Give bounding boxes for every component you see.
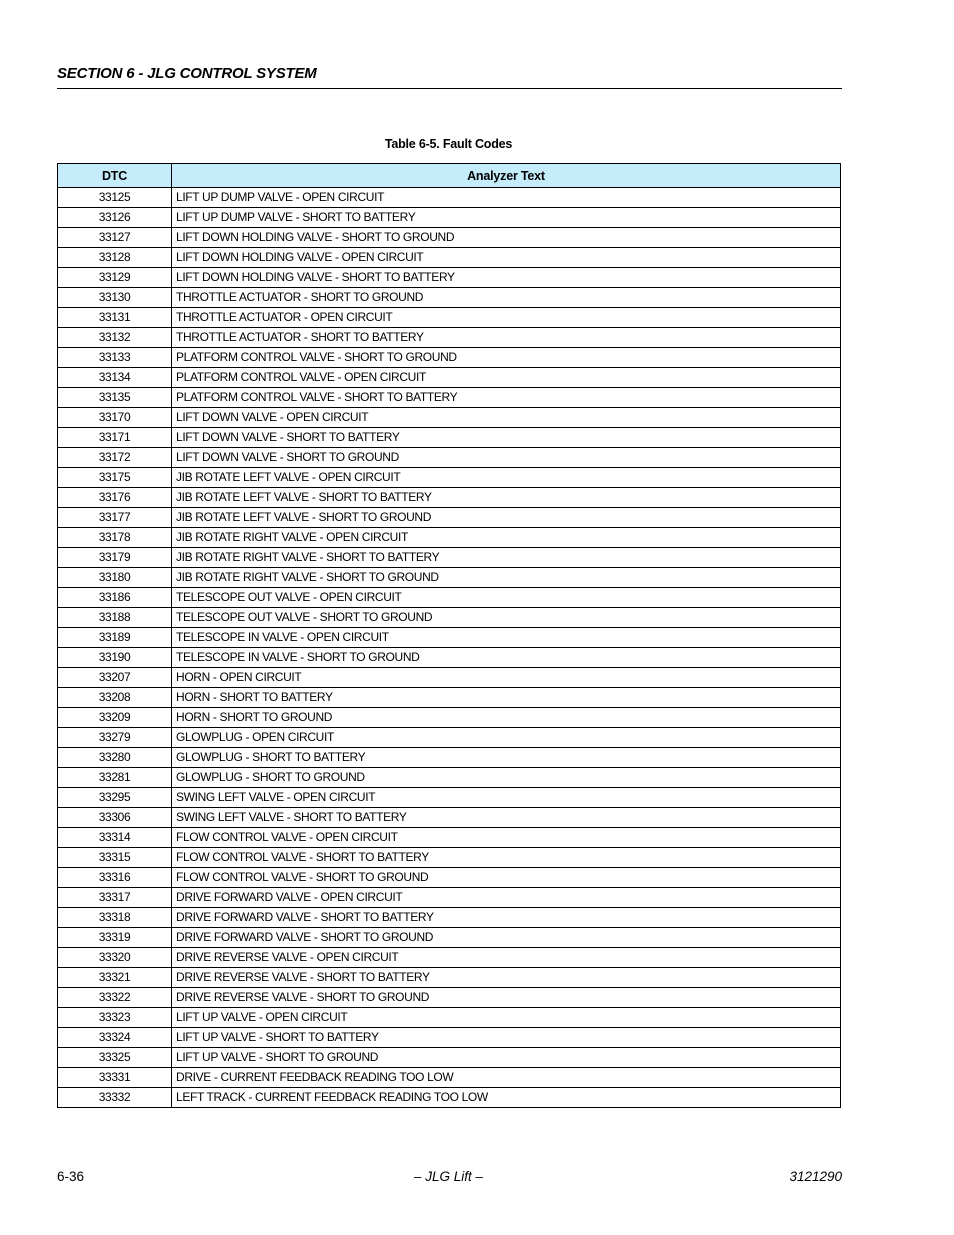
analyzer-text-cell: PLATFORM CONTROL VALVE - SHORT TO GROUND	[172, 348, 841, 368]
dtc-code-cell: 33324	[58, 1028, 172, 1048]
dtc-code-cell: 33280	[58, 748, 172, 768]
dtc-code-cell: 33134	[58, 368, 172, 388]
table-header-row	[58, 164, 841, 188]
table-row	[58, 728, 841, 748]
dtc-code-cell: 33316	[58, 868, 172, 888]
analyzer-text-cell: TELESCOPE IN VALVE - OPEN CIRCUIT	[172, 628, 841, 648]
table-row	[58, 848, 841, 868]
table-row	[58, 448, 841, 468]
page-number: 6-36	[57, 1169, 85, 1184]
dtc-code-cell: 33126	[58, 208, 172, 228]
column-header-dtc: DTC	[58, 164, 172, 188]
table-row	[58, 288, 841, 308]
analyzer-text-cell: DRIVE REVERSE VALVE - SHORT TO BATTERY	[172, 968, 841, 988]
table-row	[58, 608, 841, 628]
analyzer-text-cell: LIFT DOWN VALVE - OPEN CIRCUIT	[172, 408, 841, 428]
analyzer-text-cell: LIFT UP DUMP VALVE - OPEN CIRCUIT	[172, 188, 841, 208]
table-row	[58, 928, 841, 948]
analyzer-text-cell: DRIVE FORWARD VALVE - SHORT TO BATTERY	[172, 908, 841, 928]
table-row	[58, 708, 841, 728]
table-row	[58, 968, 841, 988]
dtc-code-cell: 33323	[58, 1008, 172, 1028]
dtc-code-cell: 33179	[58, 548, 172, 568]
analyzer-text-cell: PLATFORM CONTROL VALVE - SHORT TO BATTERY	[172, 388, 841, 408]
dtc-code-cell: 33207	[58, 668, 172, 688]
table-row	[58, 1008, 841, 1028]
table-row	[58, 668, 841, 688]
table-row	[58, 568, 841, 588]
table-row	[58, 1088, 841, 1108]
dtc-code-cell: 33133	[58, 348, 172, 368]
table-row	[58, 328, 841, 348]
analyzer-text-cell: TELESCOPE OUT VALVE - OPEN CIRCUIT	[172, 588, 841, 608]
table-row	[58, 788, 841, 808]
dtc-code-cell: 33332	[58, 1088, 172, 1108]
fault-codes-table	[57, 163, 841, 1108]
table-row	[58, 1028, 841, 1048]
analyzer-text-cell: DRIVE REVERSE VALVE - SHORT TO GROUND	[172, 988, 841, 1008]
analyzer-text-cell: HORN - SHORT TO GROUND	[172, 708, 841, 728]
analyzer-text-cell: DRIVE FORWARD VALVE - OPEN CIRCUIT	[172, 888, 841, 908]
dtc-code-cell: 33177	[58, 508, 172, 528]
analyzer-text-cell: JIB ROTATE RIGHT VALVE - SHORT TO GROUND	[172, 568, 841, 588]
analyzer-text-cell: FLOW CONTROL VALVE - SHORT TO BATTERY	[172, 848, 841, 868]
analyzer-text-cell: DRIVE - CURRENT FEEDBACK READING TOO LOW	[172, 1068, 841, 1088]
analyzer-text-cell: LEFT TRACK - CURRENT FEEDBACK READING TOO LOW	[172, 1088, 841, 1108]
dtc-code-cell: 33320	[58, 948, 172, 968]
analyzer-text-cell: JIB ROTATE LEFT VALVE - SHORT TO BATTERY	[172, 488, 841, 508]
table-row	[58, 828, 841, 848]
section-title: SECTION 6 - JLG CONTROL SYSTEM	[57, 65, 317, 82]
analyzer-text-cell: DRIVE REVERSE VALVE - OPEN CIRCUIT	[172, 948, 841, 968]
table-row	[58, 348, 841, 368]
table-row	[58, 648, 841, 668]
table-row	[58, 388, 841, 408]
table-row	[58, 688, 841, 708]
dtc-code-cell: 33172	[58, 448, 172, 468]
dtc-code-cell: 33321	[58, 968, 172, 988]
analyzer-text-cell: JIB ROTATE LEFT VALVE - OPEN CIRCUIT	[172, 468, 841, 488]
analyzer-text-cell: FLOW CONTROL VALVE - OPEN CIRCUIT	[172, 828, 841, 848]
analyzer-text-cell: HORN - SHORT TO BATTERY	[172, 688, 841, 708]
table-row	[58, 868, 841, 888]
dtc-code-cell: 33180	[58, 568, 172, 588]
table-row	[58, 368, 841, 388]
analyzer-text-cell: LIFT UP VALVE - SHORT TO GROUND	[172, 1048, 841, 1068]
table-row	[58, 888, 841, 908]
table-row	[58, 408, 841, 428]
analyzer-text-cell: LIFT DOWN HOLDING VALVE - SHORT TO BATTERY	[172, 268, 841, 288]
dtc-code-cell: 33306	[58, 808, 172, 828]
table-row	[58, 488, 841, 508]
dtc-code-cell: 33125	[58, 188, 172, 208]
analyzer-text-cell: THROTTLE ACTUATOR - SHORT TO BATTERY	[172, 328, 841, 348]
analyzer-text-cell: TELESCOPE OUT VALVE - SHORT TO GROUND	[172, 608, 841, 628]
table-row	[58, 1048, 841, 1068]
table-row	[58, 228, 841, 248]
analyzer-text-cell: PLATFORM CONTROL VALVE - OPEN CIRCUIT	[172, 368, 841, 388]
dtc-code-cell: 33130	[58, 288, 172, 308]
dtc-code-cell: 33132	[58, 328, 172, 348]
analyzer-text-cell: GLOWPLUG - SHORT TO BATTERY	[172, 748, 841, 768]
dtc-code-cell: 33170	[58, 408, 172, 428]
table-row	[58, 268, 841, 288]
table-row	[58, 948, 841, 968]
analyzer-text-cell: JIB ROTATE RIGHT VALVE - OPEN CIRCUIT	[172, 528, 841, 548]
table-row	[58, 528, 841, 548]
analyzer-text-cell: LIFT DOWN VALVE - SHORT TO BATTERY	[172, 428, 841, 448]
dtc-code-cell: 33176	[58, 488, 172, 508]
dtc-code-cell: 33319	[58, 928, 172, 948]
table-row	[58, 468, 841, 488]
table-body	[58, 188, 841, 1108]
analyzer-text-cell: TELESCOPE IN VALVE - SHORT TO GROUND	[172, 648, 841, 668]
dtc-code-cell: 33190	[58, 648, 172, 668]
table-row	[58, 508, 841, 528]
analyzer-text-cell: LIFT UP VALVE - SHORT TO BATTERY	[172, 1028, 841, 1048]
column-header-analyzer-text: Analyzer Text	[172, 164, 841, 188]
table-row	[58, 628, 841, 648]
dtc-code-cell: 33281	[58, 768, 172, 788]
table-caption: Table 6-5. Fault Codes	[384, 137, 513, 151]
table-row	[58, 248, 841, 268]
dtc-code-cell: 33314	[58, 828, 172, 848]
analyzer-text-cell: SWING LEFT VALVE - OPEN CIRCUIT	[172, 788, 841, 808]
table-row	[58, 748, 841, 768]
analyzer-text-cell: GLOWPLUG - SHORT TO GROUND	[172, 768, 841, 788]
analyzer-text-cell: LIFT UP DUMP VALVE - SHORT TO BATTERY	[172, 208, 841, 228]
dtc-code-cell: 33129	[58, 268, 172, 288]
dtc-code-cell: 33135	[58, 388, 172, 408]
footer-title: – JLG Lift –	[413, 1169, 484, 1184]
dtc-code-cell: 33131	[58, 308, 172, 328]
dtc-code-cell: 33208	[58, 688, 172, 708]
dtc-code-cell: 33188	[58, 608, 172, 628]
dtc-code-cell: 33186	[58, 588, 172, 608]
analyzer-text-cell: JIB ROTATE RIGHT VALVE - SHORT TO BATTERY	[172, 548, 841, 568]
dtc-code-cell: 33318	[58, 908, 172, 928]
dtc-code-cell: 33128	[58, 248, 172, 268]
dtc-code-cell: 33175	[58, 468, 172, 488]
table-row	[58, 588, 841, 608]
table-row	[58, 428, 841, 448]
analyzer-text-cell: THROTTLE ACTUATOR - OPEN CIRCUIT	[172, 308, 841, 328]
analyzer-text-cell: FLOW CONTROL VALVE - SHORT TO GROUND	[172, 868, 841, 888]
analyzer-text-cell: JIB ROTATE LEFT VALVE - SHORT TO GROUND	[172, 508, 841, 528]
dtc-code-cell: 33322	[58, 988, 172, 1008]
dtc-code-cell: 33209	[58, 708, 172, 728]
dtc-code-cell: 33279	[58, 728, 172, 748]
table-row	[58, 208, 841, 228]
table-row	[58, 308, 841, 328]
analyzer-text-cell: LIFT DOWN HOLDING VALVE - OPEN CIRCUIT	[172, 248, 841, 268]
dtc-code-cell: 33189	[58, 628, 172, 648]
table-row	[58, 768, 841, 788]
dtc-code-cell: 33317	[58, 888, 172, 908]
analyzer-text-cell: THROTTLE ACTUATOR - SHORT TO GROUND	[172, 288, 841, 308]
section-header	[57, 64, 842, 89]
dtc-code-cell: 33315	[58, 848, 172, 868]
analyzer-text-cell: LIFT DOWN HOLDING VALVE - SHORT TO GROUND	[172, 228, 841, 248]
dtc-code-cell: 33171	[58, 428, 172, 448]
dtc-code-cell: 33295	[58, 788, 172, 808]
table-row	[58, 1068, 841, 1088]
dtc-code-cell: 33331	[58, 1068, 172, 1088]
table-row	[58, 988, 841, 1008]
analyzer-text-cell: LIFT DOWN VALVE - SHORT TO GROUND	[172, 448, 841, 468]
document-number: 3121290	[789, 1169, 842, 1184]
dtc-code-cell: 33325	[58, 1048, 172, 1068]
table-row	[58, 808, 841, 828]
analyzer-text-cell: DRIVE FORWARD VALVE - SHORT TO GROUND	[172, 928, 841, 948]
analyzer-text-cell: GLOWPLUG - OPEN CIRCUIT	[172, 728, 841, 748]
analyzer-text-cell: LIFT UP VALVE - OPEN CIRCUIT	[172, 1008, 841, 1028]
analyzer-text-cell: HORN - OPEN CIRCUIT	[172, 668, 841, 688]
table-row	[58, 908, 841, 928]
table-row	[58, 188, 841, 208]
dtc-code-cell: 33178	[58, 528, 172, 548]
analyzer-text-cell: SWING LEFT VALVE - SHORT TO BATTERY	[172, 808, 841, 828]
dtc-code-cell: 33127	[58, 228, 172, 248]
table-row	[58, 548, 841, 568]
